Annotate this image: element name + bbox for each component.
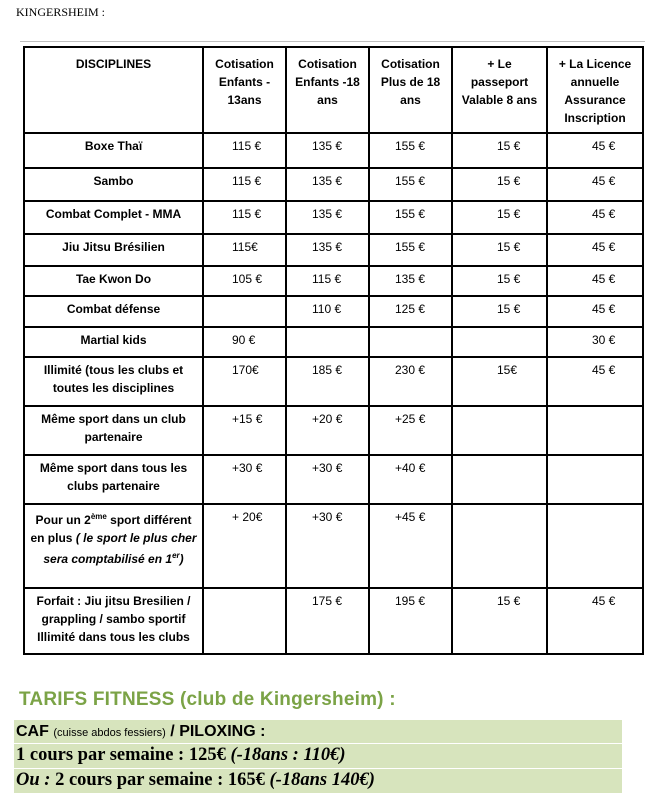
- discipline-cell: Boxe Thaï: [24, 133, 203, 168]
- price-cell: 15 €: [452, 234, 547, 266]
- price-cell: 175 €: [286, 588, 369, 654]
- price-cell: 15 €: [452, 201, 547, 234]
- price-cell: 45 €: [547, 234, 643, 266]
- price-cell: 45 €: [547, 357, 643, 406]
- price-cell: 115 €: [286, 266, 369, 296]
- price-cell: 115€: [203, 234, 286, 266]
- table-row: [24, 168, 643, 201]
- header-cotisation-enfants-18: Cotisation Enfants -18 ans: [286, 47, 369, 133]
- header-passeport: + Le passeport Valable 8 ans: [452, 47, 547, 133]
- fitness-title: TARIFS FITNESS (club de Kingersheim) :: [19, 689, 396, 710]
- discipline-cell: Forfait : Jiu jitsu Bresilien / grappling / sambo sportif Illimité dans tous les clubs: [24, 588, 203, 654]
- discipline-note: ( le sport le plus cher sera comptabilisé en 1: [43, 531, 197, 566]
- price-cell: 45 €: [547, 133, 643, 168]
- price-cell: 135 €: [286, 168, 369, 201]
- price-1-course: 1 cours par semaine : 125€: [16, 745, 226, 765]
- price-cell: 45 €: [547, 201, 643, 234]
- table-row: [24, 201, 643, 234]
- price-cell: 15€: [452, 357, 547, 406]
- fitness-line-1-course: [14, 744, 622, 768]
- price-cell: 195 €: [369, 588, 452, 654]
- price-cell: 15 €: [452, 168, 547, 201]
- price-cell: [286, 327, 369, 357]
- price-cell: 45 €: [547, 588, 643, 654]
- price-cell: 15 €: [452, 133, 547, 168]
- table-row: [24, 133, 643, 168]
- superscript: er: [172, 551, 180, 560]
- price-cell: 15 €: [452, 266, 547, 296]
- caf-label: CAF: [16, 723, 49, 740]
- discipline-cell: [24, 504, 203, 588]
- price-cell: 90 €: [203, 327, 286, 357]
- discipline-note: ): [179, 552, 184, 566]
- price-cell: 45 €: [547, 266, 643, 296]
- header-licence: + La Licence annuelle Assurance Inscription: [547, 47, 643, 133]
- price-cell: [547, 504, 643, 588]
- price-cell: +25 €: [369, 406, 452, 455]
- price-cell: 15 €: [452, 296, 547, 327]
- discipline-cell: Tae Kwon Do: [24, 266, 203, 296]
- table-row: [24, 455, 643, 504]
- discipline-cell: Sambo: [24, 168, 203, 201]
- fitness-line-caf: [14, 720, 622, 743]
- price-cell: 230 €: [369, 357, 452, 406]
- price-cell: 45 €: [547, 168, 643, 201]
- price-cell: 115 €: [203, 168, 286, 201]
- price-cell: [547, 406, 643, 455]
- price-cell: 155 €: [369, 201, 452, 234]
- price-cell: 170€: [203, 357, 286, 406]
- table-row: [24, 234, 643, 266]
- discipline-text: sport différent en plus: [30, 513, 192, 545]
- price-cell: [452, 455, 547, 504]
- table-row: [24, 588, 643, 654]
- price-cell: 155 €: [369, 234, 452, 266]
- price-cell: +30 €: [286, 504, 369, 588]
- discipline-cell: Même sport dans tous les clubs partenaire: [24, 455, 203, 504]
- price-1-course-junior: (-18ans : 110€): [230, 745, 346, 765]
- price-cell: +30 €: [203, 455, 286, 504]
- price-cell: 125 €: [369, 296, 452, 327]
- price-cell: +40 €: [369, 455, 452, 504]
- price-cell: 115 €: [203, 133, 286, 168]
- header-cotisation-plus-18: Cotisation Plus de 18 ans: [369, 47, 452, 133]
- table-row: [24, 504, 643, 588]
- price-cell: 135 €: [286, 133, 369, 168]
- price-2-courses-junior: (-18ans 140€): [269, 770, 375, 790]
- price-cell: 135 €: [286, 234, 369, 266]
- table-row: [24, 406, 643, 455]
- table-row: [24, 327, 643, 357]
- location-label: KINGERSHEIM :: [16, 5, 105, 19]
- price-cell: 135 €: [286, 201, 369, 234]
- price-cell: +30 €: [286, 455, 369, 504]
- table-header-row: [24, 47, 643, 133]
- table-row: [24, 296, 643, 327]
- price-cell: 115 €: [203, 201, 286, 234]
- price-cell: [547, 455, 643, 504]
- header-disciplines: DISCIPLINES: [24, 47, 203, 133]
- price-2-courses: 2 cours par semaine : 165€: [55, 770, 265, 790]
- table-row: [24, 266, 643, 296]
- discipline-cell: Jiu Jitsu Brésilien: [24, 234, 203, 266]
- fitness-line-2-courses: [14, 769, 622, 793]
- price-cell: 30 €: [547, 327, 643, 357]
- price-cell: +20 €: [286, 406, 369, 455]
- price-cell: [452, 406, 547, 455]
- price-cell: [203, 296, 286, 327]
- or-label: Ou :: [16, 770, 51, 790]
- price-cell: [452, 327, 547, 357]
- discipline-cell: Même sport dans un club partenaire: [24, 406, 203, 455]
- price-cell: 185 €: [286, 357, 369, 406]
- discipline-cell: Martial kids: [24, 327, 203, 357]
- price-cell: 15 €: [452, 588, 547, 654]
- price-cell: [203, 588, 286, 654]
- caf-note: (cuisse abdos fessiers): [53, 727, 166, 739]
- header-cotisation-enfants-13: Cotisation Enfants - 13ans: [203, 47, 286, 133]
- table-row: [24, 357, 643, 406]
- price-cell: [369, 327, 452, 357]
- discipline-cell: Combat défense: [24, 296, 203, 327]
- price-cell: +15 €: [203, 406, 286, 455]
- divider: [20, 41, 645, 42]
- price-cell: 110 €: [286, 296, 369, 327]
- superscript: ème: [90, 512, 107, 521]
- price-cell: +45 €: [369, 504, 452, 588]
- discipline-text: Pour un 2: [35, 513, 91, 527]
- price-cell: 135 €: [369, 266, 452, 296]
- price-cell: 155 €: [369, 168, 452, 201]
- pricing-table: [23, 46, 644, 655]
- price-cell: 155 €: [369, 133, 452, 168]
- price-cell: 45 €: [547, 296, 643, 327]
- price-cell: [452, 504, 547, 588]
- price-cell: + 20€: [203, 504, 286, 588]
- discipline-cell: Combat Complet - MMA: [24, 201, 203, 234]
- piloxing-label: / PILOXING :: [170, 723, 266, 740]
- discipline-cell: Illimité (tous les clubs et toutes les disciplines: [24, 357, 203, 406]
- price-cell: 105 €: [203, 266, 286, 296]
